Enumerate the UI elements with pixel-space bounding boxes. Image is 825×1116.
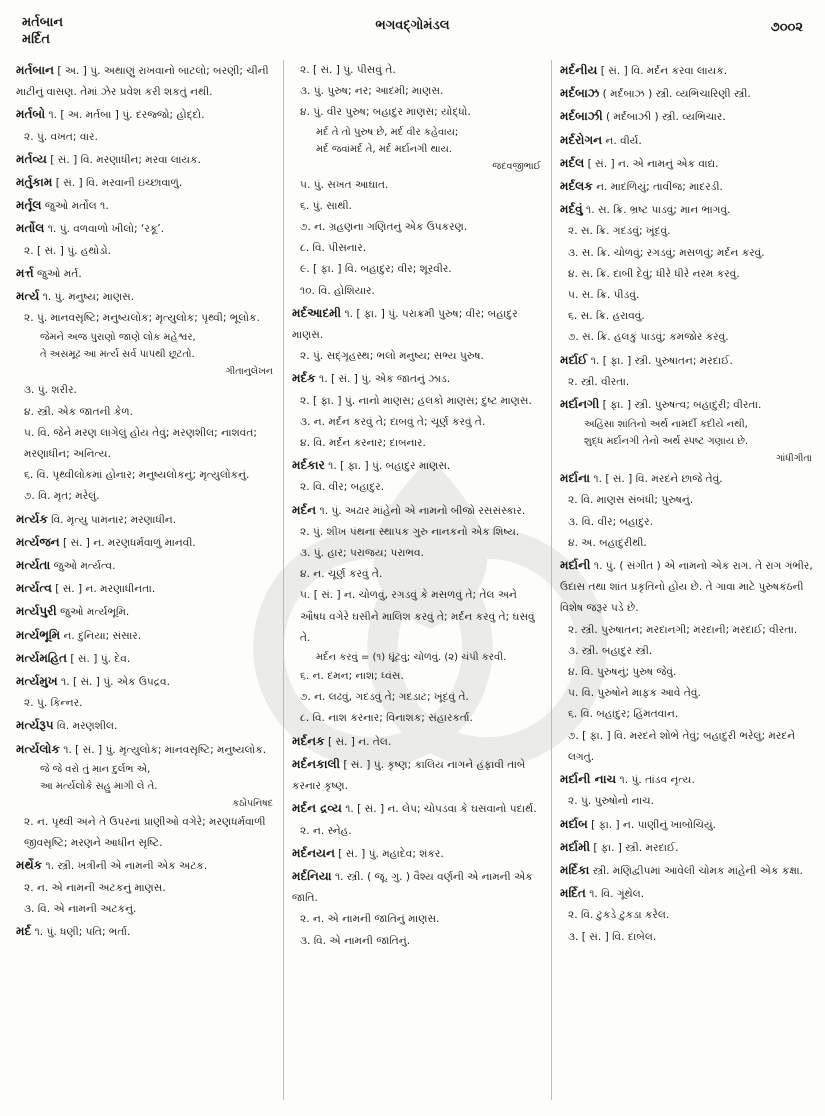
definition: સ્ત્રી. મણિદ્વીપમાં આવેલી ચોમક માંહેની એક કક્ષા. bbox=[592, 864, 803, 877]
definition: ૧. [ અ. મર્તબા ] પું. દરજ્જો; હોદ્દો. bbox=[48, 109, 205, 122]
entry-line bbox=[560, 837, 816, 859]
headword: મર્ત્યમુખ bbox=[16, 674, 58, 689]
dictionary-entry bbox=[292, 368, 545, 454]
quotation-line: જેમને અજ પુરાણો જાણે લોક મહેશ્વર, bbox=[40, 332, 196, 344]
quotation-line: મર્દન કરવું = (૧) ઘૂંટવું; ચોળવું. (૨) ચંપી કરવી. bbox=[316, 652, 507, 664]
definition: ૧. પું. તાંડવ નૃત્ય. bbox=[619, 774, 695, 787]
definition: ૧. પું. ( સંગીત ) એ નામનો એક રાગ. તે રાગ ગંભીર, ઉદાસ તથા શાંત પ્રકૃતિનો હોય છે. તે ગાવા માટે પુરુષકંઠની વિશેષ જરૂર પડે છે. bbox=[560, 560, 813, 615]
dictionary-entry bbox=[560, 883, 816, 948]
entry-line bbox=[16, 715, 277, 737]
sense: ૭. વિ. મૃત; મરેલું. bbox=[24, 490, 100, 503]
definition: ૧. પું. વળવાળો ખીલો; ‘રકૂ’. bbox=[47, 223, 165, 236]
sense: ૪. ન. ચૂર્ણ કરવું તે. bbox=[300, 568, 383, 581]
sense: ૯. [ ફા. ] વિ. બહાદુર; વીર; શૂરવીર. bbox=[300, 263, 452, 276]
dictionary-entry bbox=[16, 921, 277, 943]
definition: ૧. વિ. ગૂંથેલ. bbox=[589, 888, 645, 901]
definition: ૧. [ સં. ] પું. એક ઉપદ્રવ. bbox=[61, 676, 171, 689]
headword: મર્તબાન bbox=[16, 63, 54, 77]
headword: મર્દાના bbox=[560, 471, 591, 486]
definition: વિ. મૃત્યુ પામનાર; મરણાધીન. bbox=[51, 513, 177, 526]
headword: મર્તુકામ bbox=[16, 175, 53, 190]
sense: ૫. વિ. પુરુષોને માફક આવે તેવું. bbox=[568, 687, 701, 700]
definition: ૧. સ. ક્રિ. ભ્રષ્ટ પાડવું; માન ભાગવું. bbox=[586, 204, 731, 217]
dictionary-entry bbox=[560, 83, 816, 105]
headword: મર્દનીય bbox=[560, 63, 598, 77]
sense: ૨. [ ફા. ] પું. નાનો માણસ; હલકો માણસ; દુષ્ટ માણસ. bbox=[300, 394, 532, 407]
headword: મર્તોલ bbox=[16, 221, 45, 236]
entry-line bbox=[16, 671, 277, 693]
headword: મર્દરોગન bbox=[560, 132, 603, 147]
sense: ૨. સ્ત્રી. પુરુષાતન; મરદાનગી; મરદાની; મરદાઈ; વીરતા. bbox=[568, 623, 798, 636]
sense: ૨. વિ. વીર; બહાદુર. bbox=[300, 481, 385, 494]
quotation-line: મર્દ તે તો પુરુષ છે, મર્દ વીર કહેવાય; bbox=[316, 126, 459, 138]
sense: ૩. વિ. એ નામની જાતિનું. bbox=[300, 934, 411, 947]
sense: ૨. [ સં. ] પું. પીસવું તે. bbox=[300, 64, 396, 76]
dictionary-entry bbox=[16, 104, 277, 147]
headword: મર્દનયન bbox=[292, 845, 335, 860]
sense: ૨. ન. એ નામની જાતિનું માણસ. bbox=[300, 913, 440, 926]
citation: ગાંધીગીતા bbox=[776, 453, 812, 465]
sense: ૪. પું. વીર પુરુષ; બહાદુર માણસ; યોદ્ધો. bbox=[300, 106, 471, 119]
headword: મર્દનકાલી bbox=[292, 756, 341, 771]
dictionary-entry bbox=[560, 199, 816, 348]
dictionary-entry bbox=[16, 601, 277, 623]
sense: ૭. ન. લઢવું, ગદડવું તે; ગદડાટ; ખૂંદવું તે. bbox=[300, 691, 469, 704]
definition: ન. વીર્ય. bbox=[605, 134, 642, 147]
quotation-line: જે જે વરો તું માન દુર્લભ એ, bbox=[40, 763, 151, 775]
entry-line bbox=[16, 532, 277, 554]
entry-line bbox=[16, 286, 277, 308]
dictionary-entry bbox=[560, 860, 816, 882]
headword: મર્દનક bbox=[292, 733, 325, 748]
sense: ૮. વિ. પીસનાર. bbox=[300, 242, 367, 255]
guide-word-last: મર્દિત bbox=[22, 32, 51, 47]
headword: મર્દનિયા bbox=[292, 868, 332, 883]
dictionary-entry bbox=[16, 855, 277, 920]
definition: [ સં. ] વિ. મર્દન કરવા લાયક. bbox=[600, 65, 728, 77]
dictionary-entry bbox=[560, 394, 816, 467]
definition: ૧. પું. ધણી; પતિ; ભર્તા. bbox=[34, 925, 131, 938]
headword: મર્ત્યપુરી bbox=[16, 604, 57, 619]
citation: જદવજીભાઈ bbox=[492, 160, 541, 172]
definition: ૧. સ્ત્રી. ( જૂ. ગુ. ) વૈશ્ય વર્ણની એ નામની એક જાતિ. bbox=[292, 870, 533, 905]
dictionary-entry bbox=[292, 455, 545, 498]
definition: ન. માદળિયું; તાવીજ; માદરડી. bbox=[596, 181, 723, 194]
definition: [ ફા. ] સ્ત્રી. પુરુષત્વ; બહાદુરી; વીરતા. bbox=[602, 399, 762, 412]
definition: જુઓ મર્ત. bbox=[37, 267, 82, 280]
entry-line bbox=[16, 855, 277, 877]
dictionary-entry bbox=[560, 350, 816, 393]
headword: મર્ત્યલોક bbox=[16, 741, 60, 756]
sense: ૩. પું. પુરુષ; નર; આદમી; માણસ. bbox=[300, 85, 444, 98]
headword: મર્ત્ય bbox=[16, 289, 40, 304]
sense: ૫. વિ. જેને મરણ લાગેલું હોય તેવું; મરણશીલ; નાશવંત; મરણાધીન; અનિત્ય. bbox=[24, 426, 257, 461]
definition: [ ફા. ] ન. પાણીનું ખાબોચિયું. bbox=[591, 818, 717, 831]
citation: ગીતાનુલેખન bbox=[225, 366, 273, 378]
sense: ૪. સ્ત્રી. એક જાતની કેળ. bbox=[24, 405, 134, 418]
dictionary-entry bbox=[292, 798, 545, 841]
sense: ૨. પું. શીખ પંથના સ્થાપક ગુરુ નાનકનો એક શિષ્ય. bbox=[300, 525, 520, 538]
dictionary-entry bbox=[16, 263, 277, 285]
headword: મર્ત્યતા bbox=[16, 558, 51, 573]
dictionary-entry bbox=[16, 625, 277, 647]
headword: મર્ત્યજન bbox=[16, 534, 60, 549]
sense: ૨. ન. પૃથ્વી અને તે ઉપરનાં પ્રાણીઓ વગેરે; મરણધર્મવાળી જીવસૃષ્ટિ; મરણને આધીન સૃષ્ટિ. bbox=[24, 815, 266, 850]
dictionary-entry bbox=[292, 843, 545, 865]
headword: મર્ત્યભૂમિ bbox=[16, 627, 61, 642]
dictionary-entry bbox=[560, 769, 816, 812]
entry-line bbox=[16, 263, 277, 285]
sense: ૪. વિ. પુરુષનું; પુરુષ જેવું. bbox=[568, 666, 677, 679]
definition: ૧. [ ફા. ] પું. પરાક્રમી પુરુષ; વીર; બહાદુર માણસ. bbox=[292, 307, 518, 342]
sense: ૩. પું. હાર; પરાજય; પરાભવ. bbox=[300, 547, 424, 560]
dictionary-entry bbox=[560, 814, 816, 836]
headword: મર્દાનગી bbox=[560, 397, 600, 412]
headword: મર્દાઈ bbox=[560, 352, 588, 367]
definition: ( મર્દબાઝ ) સ્ત્રી. વ્યભિચારિણી સ્ત્રી. bbox=[602, 88, 751, 101]
dictionary-entry bbox=[560, 176, 816, 198]
dictionary-entry bbox=[292, 303, 545, 368]
headword: મર્દાની નાચ bbox=[560, 772, 617, 787]
sense: ૪. સ. ક્રિ. દાબી દેવું; ધીરે ધીરે નરમ કરવું. bbox=[568, 267, 740, 280]
definition: ૧. પું. મનુષ્ય; માણસ. bbox=[42, 291, 135, 304]
sense: ૨. વિ. માણસ સંબંધી; પુરુષનું. bbox=[568, 494, 694, 507]
definition: [ સં. ] પું. દેવ. bbox=[70, 652, 131, 665]
entry-line bbox=[16, 601, 277, 623]
column-3 bbox=[552, 60, 816, 1100]
headword: મર્ત્ત bbox=[16, 265, 34, 280]
dictionary-entry bbox=[16, 172, 277, 194]
entry-line bbox=[16, 218, 277, 240]
dictionary-entry bbox=[16, 149, 277, 171]
entry-line bbox=[292, 866, 545, 909]
headword: મર્દબાઝી bbox=[560, 109, 603, 124]
sense: ૬. પું. સાથી. bbox=[300, 199, 352, 212]
definition: જુઓ મર્ત્યત્વ. bbox=[53, 560, 116, 573]
headword: મર્ત્યત્વ bbox=[16, 581, 52, 596]
entry-line bbox=[560, 769, 816, 791]
sense: ૩. સ્ત્રી. બહાદુર સ્ત્રી. bbox=[568, 644, 653, 657]
sense: ૨. [ સં. ] પું. હથોડો. bbox=[24, 244, 112, 257]
entry-line bbox=[560, 176, 816, 198]
definition: [ સં. ] વિ. મરણાધીન; મરવા લાયક. bbox=[50, 153, 201, 166]
entry-line bbox=[292, 754, 545, 797]
entry-line bbox=[560, 106, 816, 128]
headword: મર્થેક bbox=[16, 858, 43, 873]
sense: ૪. વિ. મર્દન કરનાર; દાબનાર. bbox=[300, 437, 426, 450]
sense: ૭. [ ફા. ] વિ. મરદને શોભે તેવું; બહાદુરી ભરેલું; મરદને લગતું. bbox=[568, 729, 796, 763]
quotation-line: અહિંસા શાંતિનો અર્થ નામર્દી કદીયે નથી, bbox=[584, 419, 748, 431]
sense: ૨. પું. વખત; વાર. bbox=[24, 130, 98, 143]
headword: મર્તવ્ય bbox=[16, 151, 47, 166]
definition: [ સં. ] ન. તેલ. bbox=[327, 735, 392, 748]
sense: ૨. પું. પુરુષોનો નાચ. bbox=[568, 795, 655, 808]
dictionary-entry bbox=[560, 106, 816, 128]
definition: ૧. પું. અઢાર માંહેનો એ નામનો બીજો રસસંસ્કાર. bbox=[319, 504, 526, 517]
sense: ૩. સ. ક્રિ. ચોળવું; રગડવું; મસળવું; મર્દન કરવું. bbox=[568, 246, 765, 259]
quotation-line: મર્દ જવાંમર્દ તે, મર્દ મર્દાનગી થાય. bbox=[316, 143, 452, 155]
dictionary-entry bbox=[560, 555, 816, 768]
definition: ૧. [ સં. ] પું. મૃત્યુલોક; માનવસૃષ્ટિ; મનુષ્યલોક. bbox=[63, 743, 267, 756]
citation: કઠોપનિષદ bbox=[232, 797, 273, 809]
entry-line bbox=[560, 814, 816, 836]
entry-line bbox=[292, 303, 545, 346]
page-header bbox=[0, 8, 825, 60]
entry-line bbox=[560, 60, 816, 82]
sense: ૫. [ સં. ] ન. ચોળવું, રગડવું કે મસળવું તે; તેલ અને ઔષધ વગેરે ઘસીને માલિશ કરવું તે; મર્દન કરવું તે; ઘસવું તે. bbox=[300, 589, 535, 644]
entry-line bbox=[16, 739, 277, 761]
dictionary-entry bbox=[16, 739, 277, 855]
dictionary-entry bbox=[16, 715, 277, 737]
sense: ૫. સ. ક્રિ. પીડવું. bbox=[568, 289, 640, 302]
entry-line bbox=[16, 195, 277, 217]
entry-line bbox=[16, 60, 277, 103]
sense: ૩. વિ. વીર; બહાદુર. bbox=[568, 515, 653, 528]
dictionary-entry bbox=[292, 731, 545, 753]
guide-word-first: મર્તબાન bbox=[22, 15, 64, 30]
entry-line bbox=[16, 104, 277, 126]
entry-line bbox=[560, 394, 816, 416]
sense: ૨. પું. કિન્નર. bbox=[24, 697, 83, 710]
sense: ૮. વિ. નાશ કરનાર; વિનાશક; સંહારકર્તા. bbox=[300, 712, 473, 725]
headword: મર્ત્યમહિત bbox=[16, 650, 67, 665]
headword: મર્દાની bbox=[560, 558, 591, 573]
sense: ૨. વિ. ટુકડે ટુકડા કરેલ. bbox=[568, 909, 670, 922]
headword: મર્દકાર bbox=[292, 458, 325, 473]
definition: ૧. [ ફા. ] પું. બહાદુર માણસ. bbox=[328, 460, 451, 473]
headword: મર્ત્યરૂપ bbox=[16, 718, 54, 733]
dictionary-entry bbox=[16, 671, 277, 714]
sense: ૨. પું. સદ્ગૃહસ્થ; ભલો મનુષ્ય; સભ્ય પુરુષ. bbox=[300, 350, 484, 363]
headword: મર્ત્યક bbox=[16, 511, 48, 526]
dictionary-entry bbox=[292, 866, 545, 952]
headword: મર્દઆદમી bbox=[292, 305, 342, 320]
dictionary-entry bbox=[16, 509, 277, 531]
headword: મર્દબાઝ bbox=[560, 86, 600, 101]
entry-line bbox=[292, 368, 545, 390]
definition: [ સં. ] પું. કૃષ્ણ; કાલિય નાગને હંફાવી તાબે કરનાર કૃષ્ણ. bbox=[292, 758, 526, 793]
entry-line bbox=[292, 798, 545, 820]
dictionary-entry bbox=[560, 130, 816, 152]
sense: ૪. અ. બહાદુરીથી. bbox=[568, 536, 647, 549]
entry-line bbox=[560, 350, 816, 372]
dictionary-entry bbox=[292, 500, 545, 730]
column-1 bbox=[16, 60, 284, 1100]
dictionary-entry bbox=[560, 837, 816, 859]
headword: મર્દવું bbox=[560, 202, 583, 217]
dictionary-entry bbox=[16, 555, 277, 577]
entry-line bbox=[560, 130, 816, 152]
sense: ૬. વિ. પૃથ્વીલોકમાં હોનાર; મનુષ્યલોકનું; મૃત્યુલોકનું. bbox=[24, 469, 250, 482]
headword: મર્દલ bbox=[560, 155, 585, 170]
definition: જુઓ મર્તોલ ૧. bbox=[44, 200, 109, 213]
definition: ૧. [ સં. ] પું. એક જાતનું ઝાડ. bbox=[319, 373, 451, 386]
entry-line bbox=[560, 555, 816, 620]
sense: ૨. ન. સ્નેહ. bbox=[300, 824, 352, 837]
sense: ૧૦. વિ. હોશિયાર. bbox=[300, 284, 375, 297]
headword: મર્દિકા bbox=[560, 862, 590, 877]
entry-line bbox=[16, 149, 277, 171]
sense: ૨. ન. એ નામની અટકનું માણસ. bbox=[24, 881, 166, 894]
entry-line bbox=[292, 731, 545, 753]
headword: મર્દ bbox=[16, 923, 32, 938]
dictionary-entry bbox=[16, 648, 277, 670]
sense: ૩. ન. મર્દન કરવું તે; દાબવું તે; ચૂર્ણ કરવું તે. bbox=[300, 415, 486, 428]
entry-line bbox=[560, 83, 816, 105]
quotation-line: આ મર્ત્યલોકે સહુ માગી લે તે. bbox=[40, 780, 158, 792]
definition: ૧. [ ફા. ] સ્ત્રી. પુરુષાતન; મરદાઈ. bbox=[590, 354, 733, 367]
sense: ૨. પું. માનવસૃષ્ટિ; મનુષ્યલોક; મૃત્યુલોક; પૃથ્વી; ભૂલોક. bbox=[24, 312, 260, 325]
entry-line bbox=[560, 860, 816, 882]
headword: મર્દક bbox=[292, 371, 316, 386]
entry-line bbox=[292, 843, 545, 865]
definition: [ સં. ] ન. મરણધર્મવાળું માનવી. bbox=[62, 536, 196, 549]
sense: ૭. સ. ક્રિ. હલકું પાડવું; કમજોર કરવું. bbox=[568, 331, 729, 344]
entry-line bbox=[16, 648, 277, 670]
entry-line bbox=[16, 172, 277, 194]
sense: ૨. સ્ત્રી. વીરતા. bbox=[568, 375, 630, 388]
sense: ૨. સ. ક્રિ. ગદડવું; ખૂંદવું. bbox=[568, 225, 671, 238]
headword: મર્તબો bbox=[16, 107, 46, 122]
entry-line bbox=[16, 555, 277, 577]
dictionary-entry bbox=[16, 195, 277, 217]
entry-line bbox=[16, 921, 277, 943]
entry-line bbox=[560, 883, 816, 905]
sense: ૬. વિ. બહાદુર; હિંમતવાન. bbox=[568, 708, 679, 721]
quotation-line: તે અસંમૂઢ આ મર્ત્ય સર્વ પાપથી છૂટતો. bbox=[40, 349, 195, 361]
definition: ન. દુનિયા; સંસાર. bbox=[63, 629, 142, 642]
sense: ૩. પું. શરીર. bbox=[24, 384, 77, 397]
headword: મર્દન દ્રવ્ય bbox=[292, 801, 342, 816]
sense: ૩. [ સં. ] વિ. દાબેલ. bbox=[568, 930, 657, 943]
definition: [ સં. ] ન. એ નામનું એક વાદ્ય. bbox=[587, 157, 719, 170]
dictionary-entry bbox=[292, 60, 545, 302]
definition: જુઓ મર્ત્યભૂમિ. bbox=[60, 606, 130, 619]
headword: મર્દામી bbox=[560, 839, 591, 854]
headword: મર્દન bbox=[292, 502, 317, 517]
entry-line bbox=[16, 625, 277, 647]
dictionary-entry bbox=[560, 60, 816, 82]
headword: મર્તૂલ bbox=[16, 198, 42, 213]
definition: [ અ. ] પું. અથાણું રાખવાનો બાટલો; બરણી; ચીની માટીનું વાસણ. તેમાં ઝેર પ્રવેશ કરી શકતું નથી. bbox=[16, 65, 269, 99]
sense: ૫. પું. સખત આઘાત. bbox=[300, 178, 389, 191]
definition: [ સં. ] વિ. મરવાની ઇચ્છાવાળું. bbox=[55, 177, 183, 190]
column-2 bbox=[284, 60, 552, 1100]
definition: વિ. મરણશીલ. bbox=[56, 720, 118, 733]
dictionary-entry bbox=[16, 218, 277, 261]
definition: ૧. [ સં. ] વિ. મરદને છાજે તેવું. bbox=[593, 473, 723, 486]
entry-line bbox=[292, 455, 545, 477]
dictionary-entry bbox=[560, 468, 816, 554]
definition: ૧. [ સં. ] ન. લેપ; ચોપડવા કે ઘસવાનો પદાર્થ. bbox=[345, 803, 537, 816]
definition: [ ફા. ] સ્ત્રી. મરદાઈ. bbox=[593, 841, 679, 854]
sense: ૬. ન. દમન; નાશ; ધ્વંસ. bbox=[300, 670, 404, 683]
headword: મર્દાબ bbox=[560, 816, 588, 831]
entry-line bbox=[560, 199, 816, 221]
sense: ૬. સ. ક્રિ. હરાવવું. bbox=[568, 310, 645, 323]
sense: ૭. ન. ગ્રહણના ગણિતનું એક ઉપકરણ. bbox=[300, 221, 468, 234]
entry-line bbox=[560, 153, 816, 175]
quotation-line: શુદ્ધ મર્દાનગી તેનો અર્થ સ્પષ્ટ ગણાય છે. bbox=[584, 436, 749, 448]
entry-line bbox=[292, 500, 545, 522]
dictionary-entry bbox=[16, 578, 277, 600]
dictionary-entry bbox=[292, 754, 545, 797]
headword: મર્દલક bbox=[560, 179, 593, 194]
dictionary-title: ભગવદ્ગોમંડલ bbox=[375, 18, 450, 33]
entry-line bbox=[16, 509, 277, 531]
definition: [ સં. ] પું. મહાદેવ; શંકર. bbox=[338, 847, 444, 860]
entry-line bbox=[16, 578, 277, 600]
entry-line bbox=[560, 468, 816, 490]
dictionary-entry bbox=[16, 60, 277, 103]
definition: ૧. સ્ત્રી. ખત્રીની એ નામની એક અટક. bbox=[45, 860, 208, 873]
dictionary-entry bbox=[560, 153, 816, 175]
definition: [ સં. ] ન. મરણાધીનતા. bbox=[55, 583, 156, 596]
definition: ( મર્દબાઝી ) સ્ત્રી. વ્યભિચાર. bbox=[606, 111, 726, 124]
sense: ૩. વિ. એ નામની અટકનું. bbox=[24, 902, 137, 915]
dictionary-entry bbox=[16, 286, 277, 508]
dictionary-entry bbox=[16, 532, 277, 554]
dictionary-columns bbox=[16, 60, 816, 1100]
headword: મર્દિત bbox=[560, 886, 586, 901]
page-number: ૭૦૦૨ bbox=[770, 20, 803, 35]
